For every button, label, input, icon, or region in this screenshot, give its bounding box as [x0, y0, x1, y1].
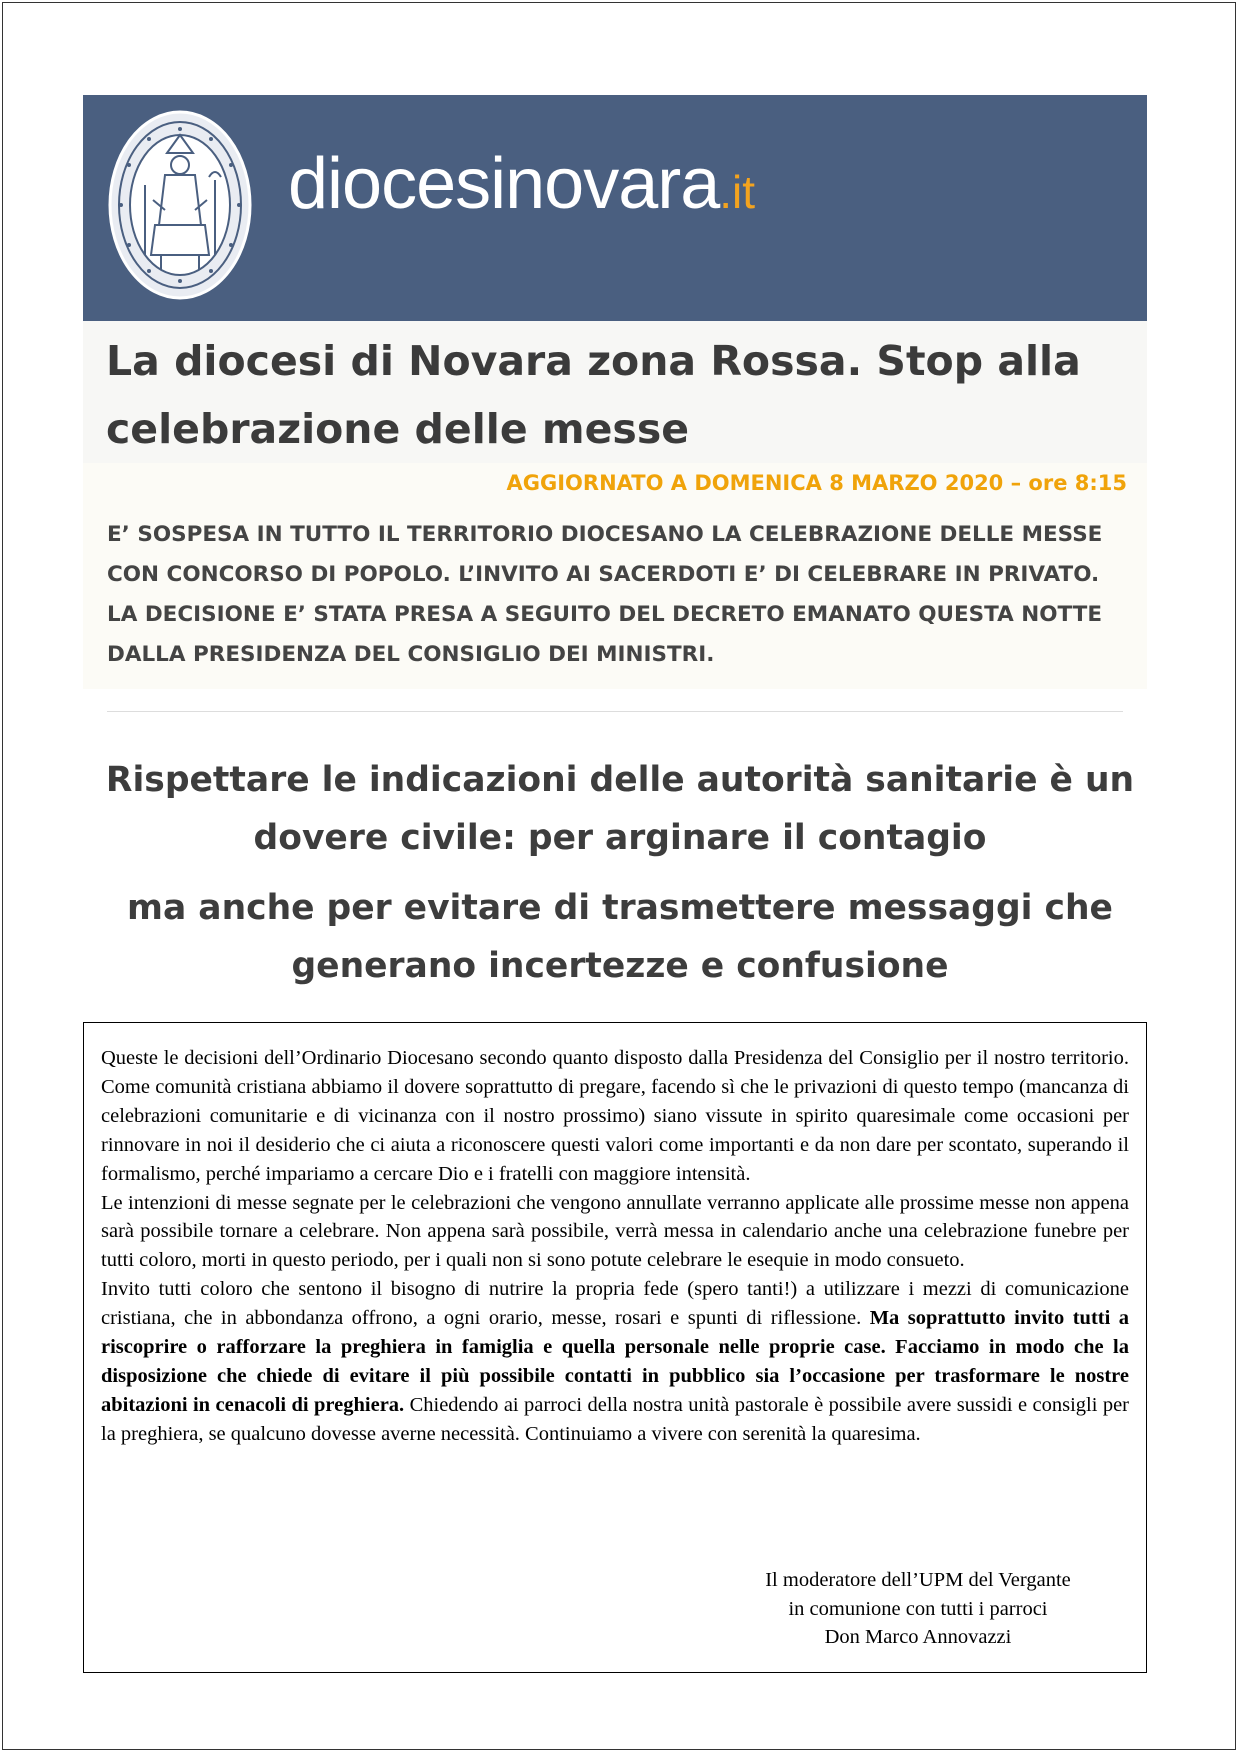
signature-line-1: Il moderatore dell’UPM del Vergante — [765, 1569, 1071, 1591]
letter-body — [101, 1044, 1129, 1449]
signature-line-3: Don Marco Annovazzi — [824, 1626, 1012, 1648]
update-panel — [83, 463, 1147, 689]
letter-box — [83, 1022, 1147, 1673]
paragraph-3-end: Chiedendo ai parroci della nostra unità pastorale è possibile avere sussidi e consigli per la preghiera, se qualcuno dovesse averne necessità. Continuiamo a vivere con serenità la quaresima. — [101, 1393, 1129, 1445]
paragraph-3-start: Invito tutti coloro che sentono il bisogno di nutrire la propria fede (spero tanti!) a utilizzare i mezzi di comunicazione cristiana, che in abbondanza offrono, a ogni orario, messe, rosari e spunti di riflessione. — [101, 1278, 1129, 1330]
updated-timestamp: AGGIORNATO A DOMENICA 8 MARZO 2020 – ore 8:15 — [506, 471, 1127, 495]
site-brand — [288, 143, 755, 225]
paragraph-3-bold: Ma soprattutto invito tutti a riscoprire o rafforzare la preghiera in famiglia e quella personale nelle proprie case. Facciamo in modo che la disposizione che chiede di evitare il più possibile contatti in pubblico sia l’occasione per trasformare le nostre abitazioni in cenacoli di preghiera. — [101, 1307, 1129, 1416]
brand-name: diocesinovara — [288, 144, 720, 224]
headline-panel — [83, 321, 1147, 463]
subheadline-primary: Rispettare le indicazioni delle autorità sanitarie è un dovere civile: per arginare il contagio — [105, 760, 1135, 858]
diocesan-seal-logo — [105, 105, 255, 305]
divider — [107, 711, 1123, 712]
announcement-text: E’ SOSPESA IN TUTTO IL TERRITORIO DIOCESANO LA CELEBRAZIONE DELLE MESSE CON CONCORSO DI POPOLO. L’INVITO AI SACERDOTI E’ DI CELEBRARE IN PRIVATO. LA DECISIONE E’ STATA PRESA A SEGUITO DEL DECRETO EMANATO QUESTA NOTTE DALLA PRESIDENZA DEL CONSIGLIO DEI MINISTRI. — [107, 522, 1103, 667]
brand-tld: .it — [719, 166, 756, 218]
letter-paragraph-2: Le intenzioni di messe segnate per le celebrazioni che vengono annullate verranno applicate alle prossime messe non appena sarà possibile tornare a celebrare. Non appena sarà possibile, verrà messa in calendario anche una celebrazione funebre per tutti coloro, morti in questo periodo, per i quali non si sono potute celebrare le esequie in modo consueto. — [101, 1191, 1129, 1272]
subheadline-secondary: ma anche per evitare di trasmettere messaggi che generano incertezze e confusione — [127, 888, 1113, 986]
site-header-banner — [83, 95, 1147, 321]
letter-paragraph-1: Queste le decisioni dell’Ordinario Diocesano secondo quanto disposto dalla Presidenza del Consiglio per il nostro territorio. Come comunità cristiana abbiamo il dovere soprattutto di pregare, facendo sì che le privazioni di questo tempo (mancanza di celebrazioni comunitarie e di vicinanza con il nostro prossimo) siano vissute in spirito quaresimale come occasioni per rinnovare in noi il desiderio che ci aiuta a riconoscere questi valori come importanti e da non dare per scontato, superando il formalismo, perché impariamo a cercare Dio e i fratelli con maggiore intensità. — [101, 1047, 1129, 1185]
signature-line-2: in comunione con tutti i parroci — [788, 1597, 1048, 1620]
signature-block — [708, 1566, 1128, 1652]
letter-paragraph-3 — [101, 1275, 1129, 1448]
article-headline: La diocesi di Novara zona Rossa. Stop alla celebrazione delle messe — [106, 337, 1081, 453]
